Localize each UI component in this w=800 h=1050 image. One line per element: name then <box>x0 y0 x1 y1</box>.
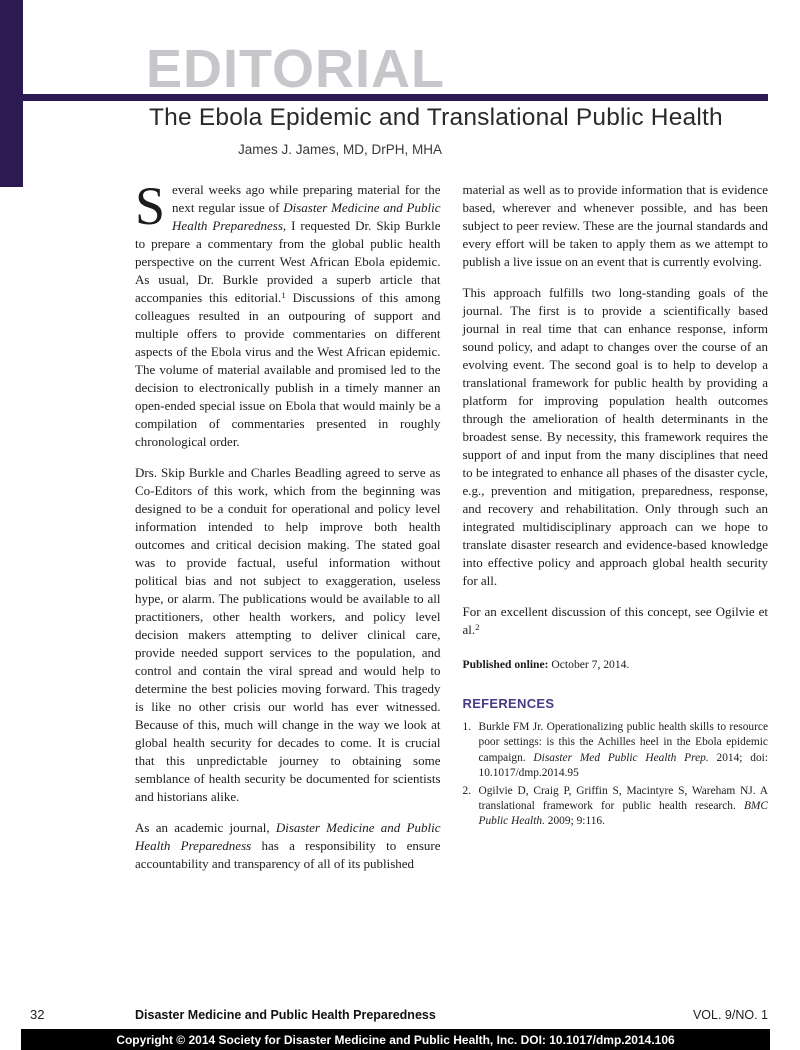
right-column <box>463 181 769 873</box>
paragraph-text: everal weeks ago while preparing material for the next regular issue of Disaster Medicine and Public Health Preparedness, I requested Dr. Skip Burkle to prepare a commentary from the global public health perspective on the current West African Ebola epidemic. As usual, Dr. Burkle provided a superb article that accompanies this editorial.$^1$ Discussions of this among colleagues resulted in an outpouring of support and multiple offers to provide commentaries on different aspects of the Ebola virus and the West African epidemic. The volume of material available and promised led to the decision to electronically publish in a timely manner an open-ended special issue on Ebola that would mainly be a compilation of commentaries presented in roughly chronological order. <box>135 182 441 449</box>
journal-name: Disaster Medicine and Public Health Preparedness <box>135 1008 436 1022</box>
reference-number: 1. <box>462 721 472 733</box>
body-paragraph <box>463 603 769 639</box>
published-online-label: Published online: <box>462 658 549 671</box>
references-heading: REFERENCES <box>462 696 555 711</box>
page-number: 32 <box>30 1007 45 1022</box>
volume-info: VOL. 9/NO. 1 <box>692 1008 768 1022</box>
published-online-line <box>463 657 769 672</box>
body-paragraph <box>463 181 769 271</box>
body-paragraph <box>135 464 441 806</box>
reference-number: 2. <box>462 784 472 797</box>
paragraph-text: For an excellent discussion of this concept, see Ogilvie et al.$^2$ <box>462 604 768 637</box>
body-paragraph <box>463 284 769 590</box>
section-label: EDITORIAL <box>146 39 446 99</box>
reference-item <box>463 784 769 830</box>
paragraph-text: This approach fulfills two long-standing goals of the journal. The first is to provide a scientifically based journal in real time that can enhance response, inform sound policy, and adapt to changes over the course of an evolving event. The second goal is to help to develop a translational framework for public health by providing a platform for improving population health outcomes through the amelioration of health determinants in the broadest sense. By necessity, this framework requires the support of and input from the many disciplines that need to be integrated to enhance all phases of the disaster cycle, e.g., prevention and mitigation, preparedness, response, and recovery and rehabilitation. Only through such an integrated multidisciplinary approach can we hope to translate disaster research and evidence-based knowledge into effective policy and approach global health security for all. <box>462 285 768 588</box>
left-column <box>135 176 441 873</box>
copyright-text: Copyright © 2014 Society for Disaster Medicine and Public Health, Inc. DOI: 10.1017/dmp.2014.106 <box>116 1032 675 1047</box>
copyright-bar <box>21 1029 770 1050</box>
published-online-date: October 7, 2014. <box>548 658 630 671</box>
reference-text: Ogilvie D, Craig P, Griffin S, Macintyre S, Wareham NJ. A translational framework for public health research. BMC Public Health. 2009; 9:116. <box>478 784 768 828</box>
body-paragraph <box>135 819 441 873</box>
paragraph-text: As an academic journal, Disaster Medicine and Public Health Preparedness has a responsibility to ensure accountability and transparency of all of its published <box>135 820 441 871</box>
corner-accent-bar <box>0 0 23 187</box>
reference-item <box>463 720 769 782</box>
reference-text: Burkle FM Jr. Operationalizing public health skills to resource poor settings: is this the Achilles heel in the Ebola epidemic campaign. Disaster Med Public Health Prep. 2014; doi: 10.1017/dmp.2014.95 <box>478 721 768 780</box>
references-list <box>463 720 769 830</box>
author-line: James J. James, MD, DrPH, MHA <box>238 142 443 157</box>
article-body <box>135 176 768 873</box>
paragraph-text: Drs. Skip Burkle and Charles Beadling agreed to serve as Co-Editors of this work, which from the beginning was designed to be a conduit for operational and policy level information intended to help improve both health outcomes and critical decision making. The stated goal was to provide factual, useful information without political bias and not subject to exaggeration, useless hype, or alarm. The publications would be available to all practitioners, other health workers, and policy level decision makers attempting to deliver clinical care, provide needed support services to the population, and control and contain the viral spread and would help to determine the best policies moving forward. This tragedy is like no other crisis our world has ever witnessed. Because of this, much will change in the way we look at global health security for decades to come. It is crucial that this unpredictable journey to obtaining some semblance of health security be documented for scientists and historians alike. <box>135 465 441 804</box>
body-paragraph <box>135 176 441 451</box>
paragraph-text: material as well as to provide information that is evidence based, wherever and whenever possible, and has been subject to peer review. These are the journal standards and every effort will be taken to apply them as we attempt to publish a live issue on an event that is currently evolving. <box>462 182 768 269</box>
drop-cap: S <box>135 176 166 236</box>
article-title: The Ebola Epidemic and Translational Public Health <box>149 104 723 131</box>
